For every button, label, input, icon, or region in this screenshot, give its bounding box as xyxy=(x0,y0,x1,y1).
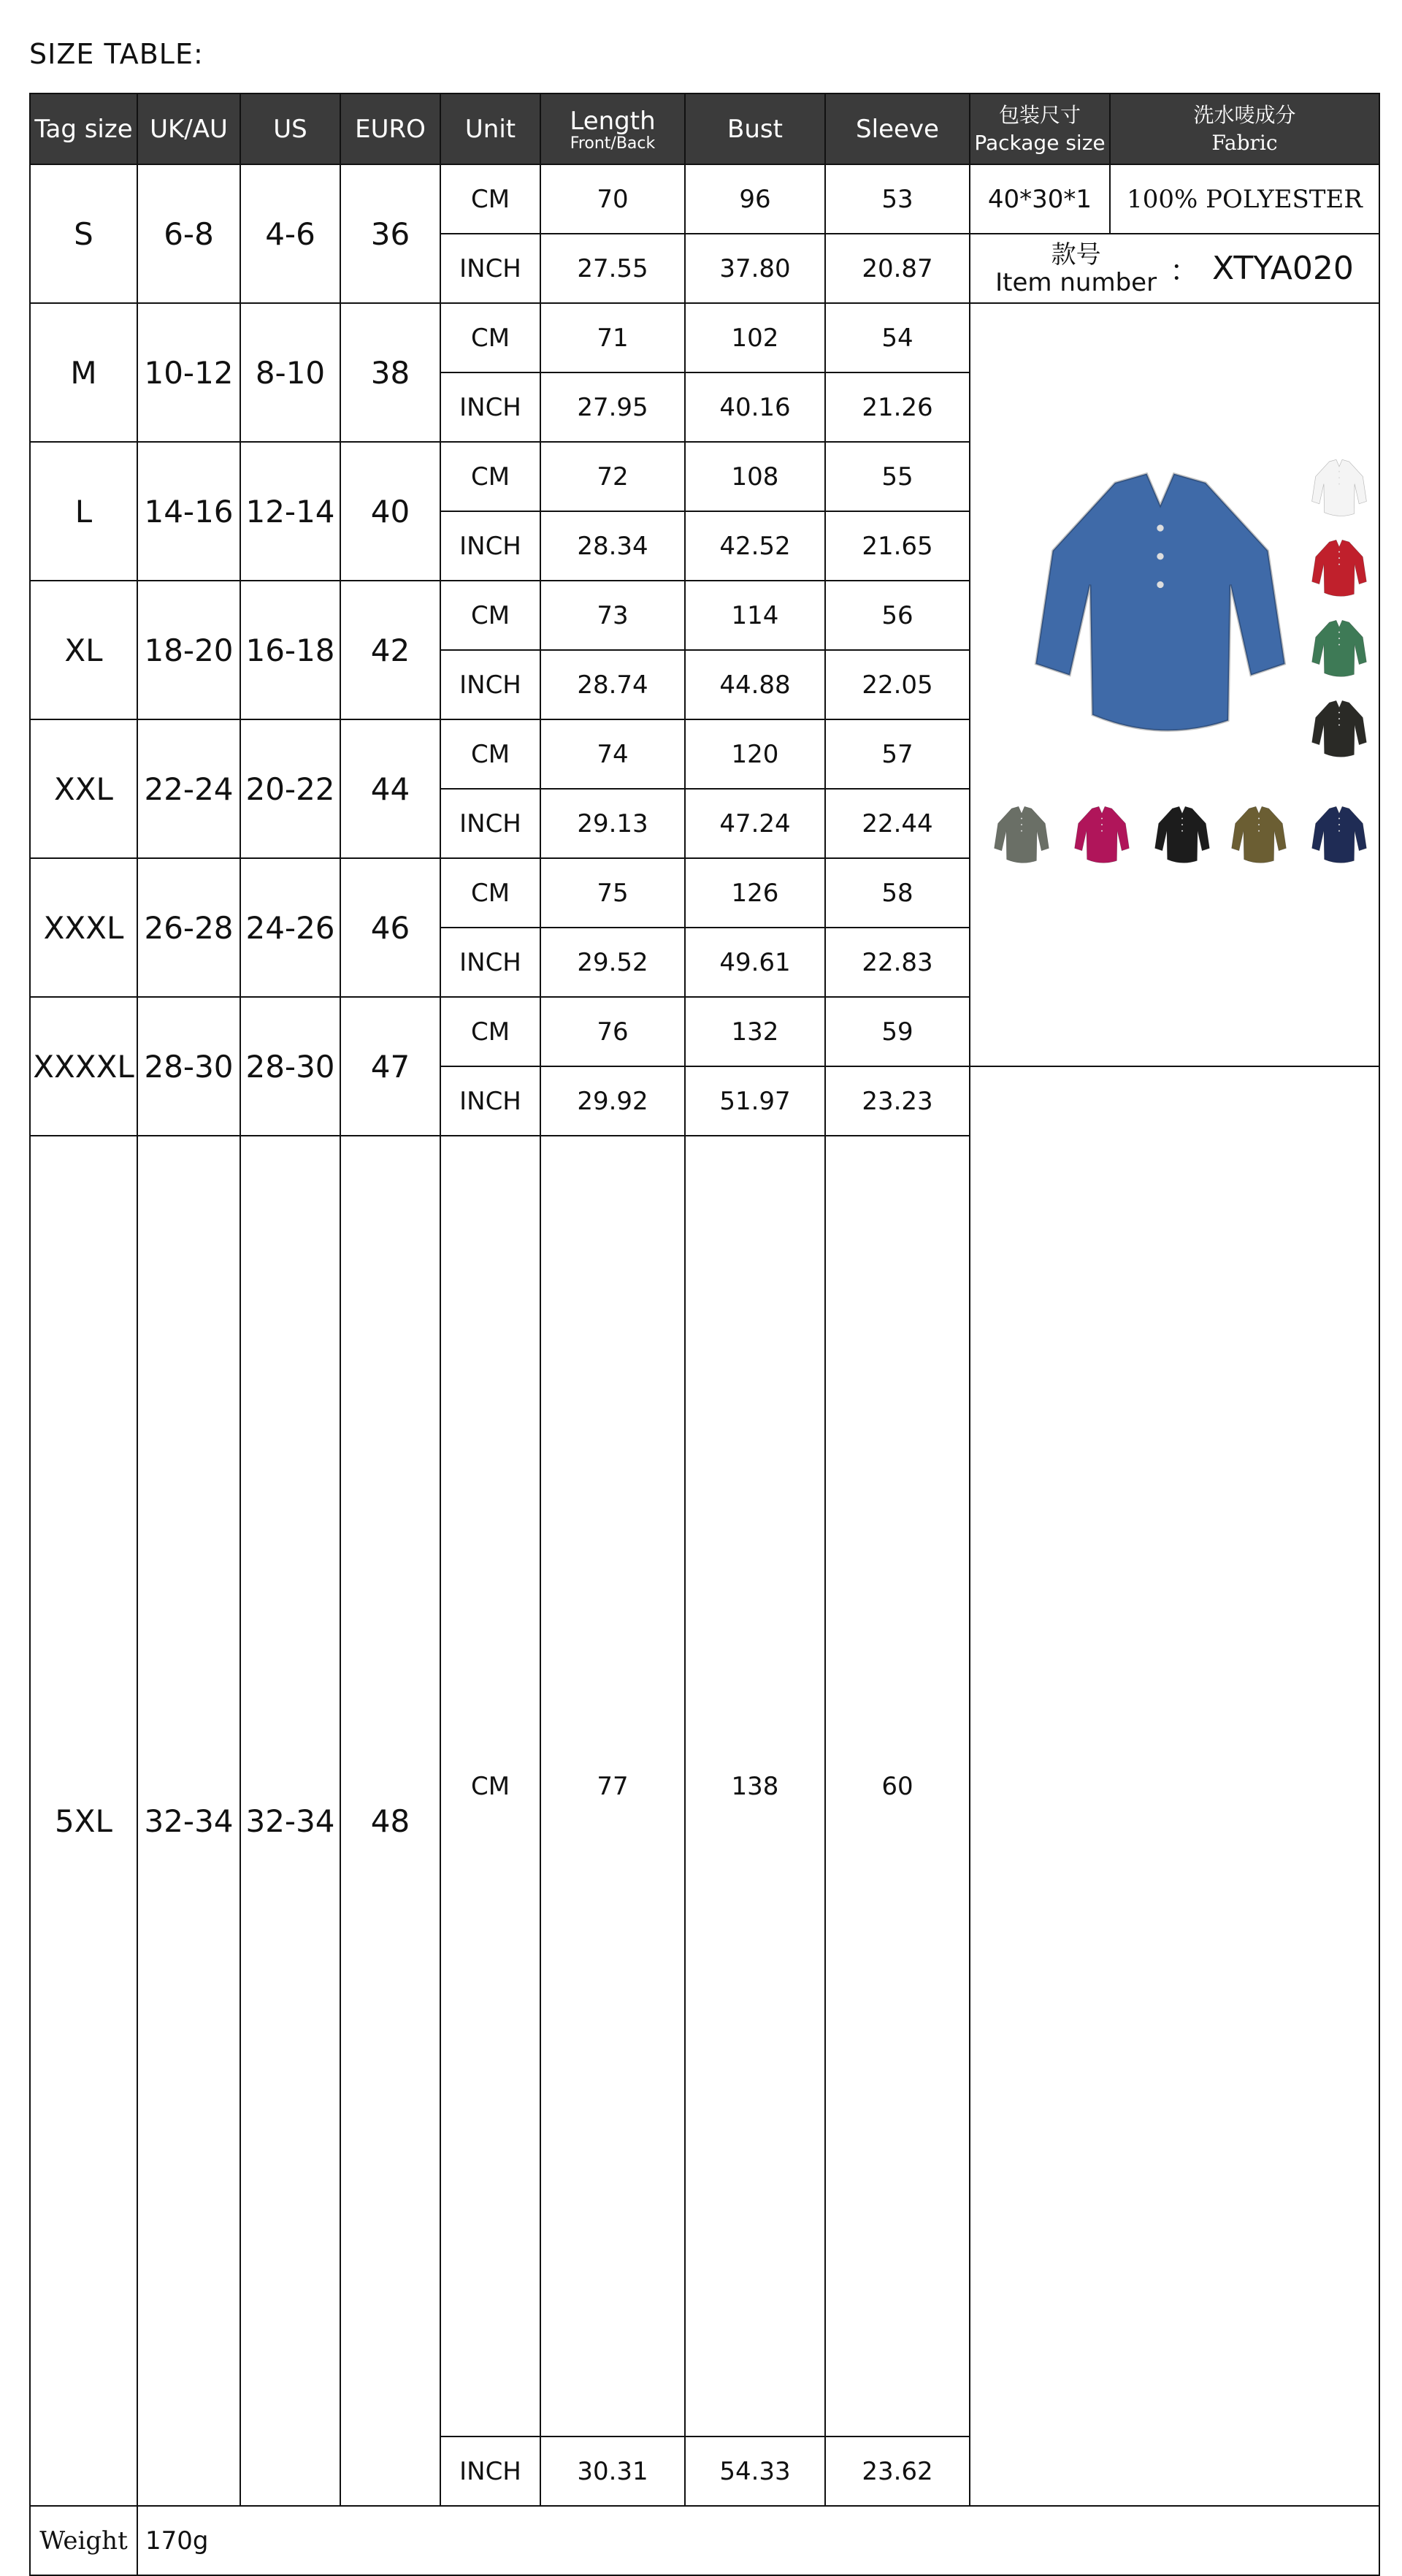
header-fabric xyxy=(1110,93,1379,164)
us-cell: 16-18 xyxy=(240,581,340,719)
size-table xyxy=(29,93,1380,2576)
unit-inch-cell: INCH xyxy=(440,234,540,303)
inch-bust-cell: 47.24 xyxy=(685,789,825,858)
ukau-cell: 10-12 xyxy=(137,303,240,442)
inch-bust-cell: 49.61 xyxy=(685,928,825,997)
tag-size-cell: XXXL xyxy=(30,858,137,997)
cm-sleeve-cell: 59 xyxy=(825,997,970,1066)
cm-length-cell: 70 xyxy=(540,164,685,234)
cm-length-cell: 74 xyxy=(540,719,685,789)
cm-sleeve-cell: 60 xyxy=(825,1136,970,2437)
header-package-size xyxy=(970,93,1110,164)
unit-cm-cell: CM xyxy=(440,164,540,234)
cm-bust-cell: 96 xyxy=(685,164,825,234)
euro-cell: 42 xyxy=(340,581,440,719)
cm-bust-cell: 120 xyxy=(685,719,825,789)
inch-length-cell: 27.95 xyxy=(540,372,685,442)
header-length xyxy=(540,93,685,164)
cm-sleeve-cell: 58 xyxy=(825,858,970,928)
ukau-cell: 26-28 xyxy=(137,858,240,997)
euro-cell: 38 xyxy=(340,303,440,442)
header-tag-size: Tag size xyxy=(30,93,137,164)
color-swatch-shirt xyxy=(1312,540,1367,596)
inch-length-cell: 30.31 xyxy=(540,2437,685,2506)
euro-cell: 40 xyxy=(340,442,440,581)
unit-cm-cell: CM xyxy=(440,442,540,511)
us-cell: 32-34 xyxy=(240,1136,340,2506)
inch-bust-cell: 40.16 xyxy=(685,372,825,442)
header-length-sub: Front/Back xyxy=(570,134,656,153)
table-row xyxy=(30,303,1379,372)
unit-inch-cell: INCH xyxy=(440,511,540,581)
inch-length-cell: 28.74 xyxy=(540,650,685,719)
unit-inch-cell: INCH xyxy=(440,650,540,719)
euro-cell: 36 xyxy=(340,164,440,303)
cm-length-cell: 73 xyxy=(540,581,685,650)
cm-length-cell: 72 xyxy=(540,442,685,511)
product-illustration xyxy=(970,304,1379,1063)
cm-sleeve-cell: 53 xyxy=(825,164,970,234)
cm-sleeve-cell: 57 xyxy=(825,719,970,789)
cm-bust-cell: 126 xyxy=(685,858,825,928)
header-us: US xyxy=(240,93,340,164)
inch-length-cell: 29.13 xyxy=(540,789,685,858)
item-number-colon: ： xyxy=(1170,254,1200,288)
inch-sleeve-cell: 23.62 xyxy=(825,2437,970,2506)
euro-cell: 46 xyxy=(340,858,440,997)
inch-sleeve-cell: 22.05 xyxy=(825,650,970,719)
weight-label: Weight xyxy=(30,2506,137,2575)
unit-cm-cell: CM xyxy=(440,303,540,372)
ukau-cell: 18-20 xyxy=(137,581,240,719)
cm-sleeve-cell: 56 xyxy=(825,581,970,650)
header-sleeve: Sleeve xyxy=(825,93,970,164)
cm-length-cell: 71 xyxy=(540,303,685,372)
cm-bust-cell: 114 xyxy=(685,581,825,650)
item-number-cell xyxy=(970,234,1379,303)
us-cell: 4-6 xyxy=(240,164,340,303)
weight-row xyxy=(30,2506,1379,2575)
inch-sleeve-cell: 23.23 xyxy=(825,1066,970,1136)
unit-cm-cell: CM xyxy=(440,997,540,1066)
unit-cm-cell: CM xyxy=(440,719,540,789)
header-row xyxy=(30,93,1379,164)
tag-size-cell: XXXXL xyxy=(30,997,137,1136)
tag-size-cell: S xyxy=(30,164,137,303)
unit-inch-cell: INCH xyxy=(440,1066,540,1136)
unit-cm-cell: CM xyxy=(440,858,540,928)
cm-sleeve-cell: 54 xyxy=(825,303,970,372)
inch-sleeve-cell: 22.83 xyxy=(825,928,970,997)
ukau-cell: 28-30 xyxy=(137,997,240,1136)
inch-bust-cell: 37.80 xyxy=(685,234,825,303)
cm-length-cell: 75 xyxy=(540,858,685,928)
ukau-cell: 32-34 xyxy=(137,1136,240,2506)
main-shirt xyxy=(1036,474,1285,731)
package-size-value: 40*30*1 xyxy=(970,164,1110,234)
euro-cell: 47 xyxy=(340,997,440,1136)
unit-cm-cell: CM xyxy=(440,581,540,650)
euro-cell: 44 xyxy=(340,719,440,858)
inch-sleeve-cell: 20.87 xyxy=(825,234,970,303)
us-cell: 28-30 xyxy=(240,997,340,1136)
table-row xyxy=(30,1136,1379,2437)
header-package-en: Package size xyxy=(974,130,1106,155)
unit-inch-cell: INCH xyxy=(440,2437,540,2506)
inch-length-cell: 29.92 xyxy=(540,1066,685,1136)
inch-length-cell: 29.52 xyxy=(540,928,685,997)
item-number-label-en: Item number xyxy=(995,267,1157,297)
inch-bust-cell: 51.97 xyxy=(685,1066,825,1136)
inch-bust-cell: 44.88 xyxy=(685,650,825,719)
unit-inch-cell: INCH xyxy=(440,789,540,858)
tag-size-cell: XXL xyxy=(30,719,137,858)
header-fabric-cn: 洗水唛成分 xyxy=(1193,102,1296,127)
header-package-cn: 包装尺寸 xyxy=(998,102,1081,127)
inch-sleeve-cell: 21.26 xyxy=(825,372,970,442)
euro-cell: 48 xyxy=(340,1136,440,2506)
color-swatch-shirt xyxy=(1075,806,1130,863)
ukau-cell: 22-24 xyxy=(137,719,240,858)
table-row xyxy=(30,164,1379,234)
cm-length-cell: 77 xyxy=(540,1136,685,2437)
inch-length-cell: 27.55 xyxy=(540,234,685,303)
inch-sleeve-cell: 22.44 xyxy=(825,789,970,858)
color-swatch-shirt xyxy=(1312,700,1367,757)
color-swatch-shirt xyxy=(1312,459,1367,516)
inch-length-cell: 28.34 xyxy=(540,511,685,581)
color-swatch-shirt xyxy=(1232,806,1287,863)
tag-size-cell: XL xyxy=(30,581,137,719)
weight-value: 170g xyxy=(137,2506,1379,2575)
fabric-value: 100% POLYESTER xyxy=(1110,164,1379,234)
ukau-cell: 6-8 xyxy=(137,164,240,303)
cm-sleeve-cell: 55 xyxy=(825,442,970,511)
header-unit: Unit xyxy=(440,93,540,164)
color-swatch-shirt xyxy=(1312,620,1367,676)
item-number-label-cn: 款号 xyxy=(1051,240,1101,270)
color-swatch-shirt xyxy=(1155,806,1210,863)
product-image xyxy=(970,304,1379,1066)
inch-sleeve-cell: 21.65 xyxy=(825,511,970,581)
tag-size-cell: M xyxy=(30,303,137,442)
header-length-label: Length xyxy=(570,106,656,136)
unit-inch-cell: INCH xyxy=(440,928,540,997)
tag-size-cell: 5XL xyxy=(30,1136,137,2506)
product-image-cell xyxy=(970,303,1379,1066)
cm-bust-cell: 108 xyxy=(685,442,825,511)
size-table-body xyxy=(30,164,1379,2575)
cm-bust-cell: 138 xyxy=(685,1136,825,2437)
cm-length-cell: 76 xyxy=(540,997,685,1066)
header-fabric-en: Fabric xyxy=(1211,130,1278,155)
tag-size-cell: L xyxy=(30,442,137,581)
us-cell: 24-26 xyxy=(240,858,340,997)
cm-bust-cell: 132 xyxy=(685,997,825,1066)
us-cell: 8-10 xyxy=(240,303,340,442)
header-bust: Bust xyxy=(685,93,825,164)
color-swatch-shirt xyxy=(1312,806,1367,863)
header-euro: EURO xyxy=(340,93,440,164)
inch-bust-cell: 42.52 xyxy=(685,511,825,581)
header-ukau: UK/AU xyxy=(137,93,240,164)
cm-bust-cell: 102 xyxy=(685,303,825,372)
ukau-cell: 14-16 xyxy=(137,442,240,581)
us-cell: 12-14 xyxy=(240,442,340,581)
us-cell: 20-22 xyxy=(240,719,340,858)
unit-cm-cell: CM xyxy=(440,1136,540,2437)
unit-inch-cell: INCH xyxy=(440,372,540,442)
page-title: SIZE TABLE: xyxy=(29,38,204,70)
color-swatch-shirt xyxy=(995,806,1049,863)
inch-bust-cell: 54.33 xyxy=(685,2437,825,2506)
item-number-value: XTYA020 xyxy=(1212,250,1354,287)
